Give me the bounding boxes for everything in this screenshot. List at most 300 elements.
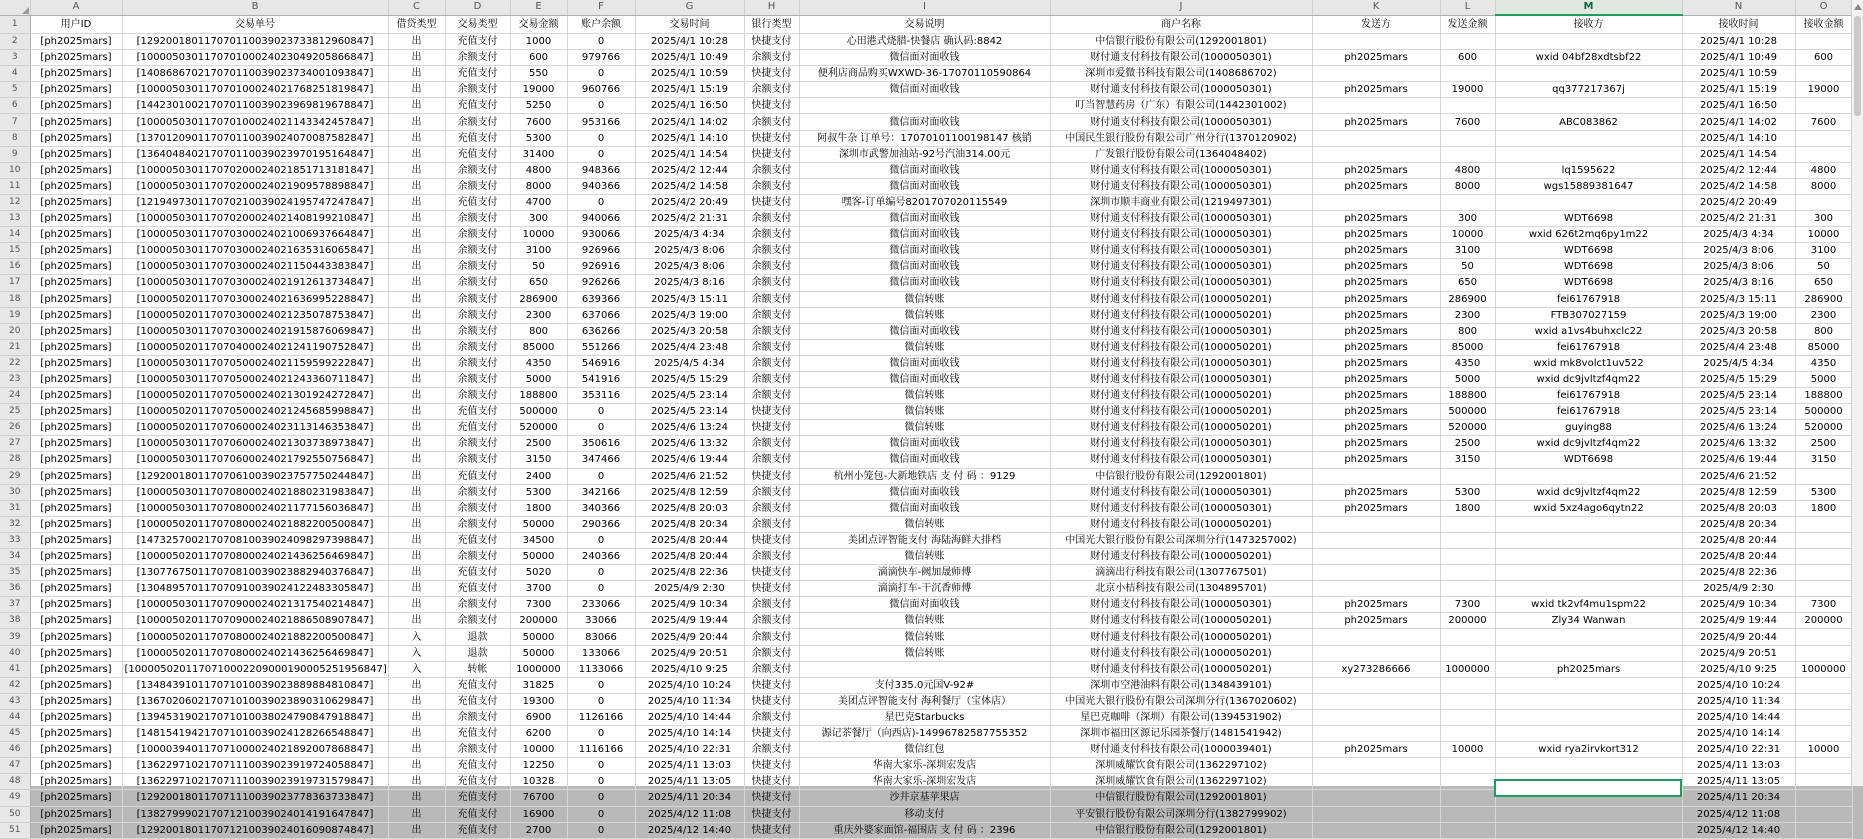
- row-header-44[interactable]: 44: [0, 709, 30, 725]
- cell-B9[interactable]: [136404840217070110039023970195164847]: [122, 146, 388, 162]
- cell-I5[interactable]: 微信面对面收钱: [799, 82, 1050, 98]
- cell-A9[interactable]: [ph2025mars]: [30, 146, 122, 162]
- cell-K20[interactable]: ph2025mars: [1312, 323, 1440, 339]
- cell-H49[interactable]: 快捷支付: [744, 790, 799, 806]
- cell-G13[interactable]: 2025/4/2 21:31: [635, 211, 744, 227]
- cell-L15[interactable]: 3100: [1440, 243, 1495, 259]
- cell-O33[interactable]: [1795, 532, 1852, 548]
- cell-L47[interactable]: [1440, 758, 1495, 774]
- row-header-18[interactable]: 18: [0, 291, 30, 307]
- cell-H27[interactable]: 余额支付: [744, 436, 799, 452]
- cell-I27[interactable]: 微信面对面收钱: [799, 436, 1050, 452]
- cell-A1[interactable]: 用户ID: [30, 15, 122, 34]
- cell-H16[interactable]: 余额支付: [744, 259, 799, 275]
- cell-D6[interactable]: 充值支付: [445, 98, 510, 114]
- cell-A50[interactable]: [ph2025mars]: [30, 806, 122, 822]
- cell-C2[interactable]: 出: [388, 34, 445, 50]
- cell-E24[interactable]: 188800: [510, 388, 567, 404]
- cell-O45[interactable]: [1795, 726, 1852, 742]
- cell-D47[interactable]: 充值支付: [445, 758, 510, 774]
- cell-J14[interactable]: 财付通支付科技有限公司(1000050301): [1050, 227, 1312, 243]
- row-header-20[interactable]: 20: [0, 323, 30, 339]
- cell-A43[interactable]: [ph2025mars]: [30, 693, 122, 709]
- cell-J3[interactable]: 财付通支付科技有限公司(1000050301): [1050, 50, 1312, 66]
- cell-E16[interactable]: 50: [510, 259, 567, 275]
- cell-C42[interactable]: 出: [388, 677, 445, 693]
- cell-K11[interactable]: ph2025mars: [1312, 178, 1440, 194]
- cell-O7[interactable]: 7600: [1795, 114, 1852, 130]
- cell-G1[interactable]: 交易时间: [635, 15, 744, 34]
- cell-F51[interactable]: 0: [567, 822, 635, 838]
- cell-I19[interactable]: 微信转账: [799, 307, 1050, 323]
- row-header-50[interactable]: 50: [0, 806, 30, 822]
- cell-A48[interactable]: [ph2025mars]: [30, 774, 122, 790]
- cell-I49[interactable]: 沙井京基苹果店: [799, 790, 1050, 806]
- cell-L31[interactable]: 1800: [1440, 500, 1495, 516]
- cell-E29[interactable]: 2400: [510, 468, 567, 484]
- cell-L43[interactable]: [1440, 693, 1495, 709]
- cell-C18[interactable]: 出: [388, 291, 445, 307]
- cell-F37[interactable]: 233066: [567, 597, 635, 613]
- cell-D22[interactable]: 余额支付: [445, 355, 510, 371]
- row-header-40[interactable]: 40: [0, 645, 30, 661]
- cell-O29[interactable]: [1795, 468, 1852, 484]
- cell-H37[interactable]: 余额支付: [744, 597, 799, 613]
- cell-M8[interactable]: [1495, 130, 1682, 146]
- cell-K21[interactable]: ph2025mars: [1312, 339, 1440, 355]
- row-header-37[interactable]: 37: [0, 597, 30, 613]
- cell-J17[interactable]: 财付通支付科技有限公司(1000050301): [1050, 275, 1312, 291]
- cell-F29[interactable]: 0: [567, 468, 635, 484]
- cell-K2[interactable]: [1312, 34, 1440, 50]
- cell-O19[interactable]: 2300: [1795, 307, 1852, 323]
- cell-C14[interactable]: 出: [388, 227, 445, 243]
- cell-N11[interactable]: 2025/4/2 14:58: [1682, 178, 1795, 194]
- cell-N34[interactable]: 2025/4/8 20:44: [1682, 549, 1795, 565]
- cell-C34[interactable]: 出: [388, 549, 445, 565]
- cell-E12[interactable]: 4700: [510, 194, 567, 210]
- cell-N15[interactable]: 2025/4/3 8:06: [1682, 243, 1795, 259]
- cell-G37[interactable]: 2025/4/9 10:34: [635, 597, 744, 613]
- cell-G23[interactable]: 2025/4/5 15:29: [635, 371, 744, 387]
- cell-A34[interactable]: [ph2025mars]: [30, 549, 122, 565]
- cell-E14[interactable]: 10000: [510, 227, 567, 243]
- cell-N27[interactable]: 2025/4/6 13:32: [1682, 436, 1795, 452]
- cell-K36[interactable]: [1312, 581, 1440, 597]
- cell-M28[interactable]: WDT6698: [1495, 452, 1682, 468]
- cell-J36[interactable]: 北京小桔科技有限公司(1304895701): [1050, 581, 1312, 597]
- cell-O1[interactable]: 接收金额: [1795, 15, 1852, 34]
- cell-K16[interactable]: ph2025mars: [1312, 259, 1440, 275]
- cell-C17[interactable]: 出: [388, 275, 445, 291]
- cell-J37[interactable]: 财付通支付科技有限公司(1000050301): [1050, 597, 1312, 613]
- column-header-M[interactable]: M: [1495, 0, 1682, 15]
- cell-K24[interactable]: ph2025mars: [1312, 388, 1440, 404]
- cell-M14[interactable]: wxid 626t2mq6py1m22: [1495, 227, 1682, 243]
- cell-A23[interactable]: [ph2025mars]: [30, 371, 122, 387]
- cell-C33[interactable]: 出: [388, 532, 445, 548]
- cell-H17[interactable]: 余额支付: [744, 275, 799, 291]
- cell-D28[interactable]: 余额支付: [445, 452, 510, 468]
- cell-N18[interactable]: 2025/4/3 15:11: [1682, 291, 1795, 307]
- cell-I32[interactable]: 微信转账: [799, 516, 1050, 532]
- cell-I9[interactable]: 深圳市武警加油站-92号汽油314.00元: [799, 146, 1050, 162]
- cell-O34[interactable]: [1795, 549, 1852, 565]
- cell-H36[interactable]: 快捷支付: [744, 581, 799, 597]
- cell-K15[interactable]: ph2025mars: [1312, 243, 1440, 259]
- cell-H24[interactable]: 余额支付: [744, 388, 799, 404]
- cell-C32[interactable]: 出: [388, 516, 445, 532]
- cell-C44[interactable]: 出: [388, 709, 445, 725]
- cell-A19[interactable]: [ph2025mars]: [30, 307, 122, 323]
- cell-K4[interactable]: [1312, 66, 1440, 82]
- cell-L42[interactable]: [1440, 677, 1495, 693]
- cell-I51[interactable]: 重庆外婆家面馆-福围店 支 付 码 ：2396: [799, 822, 1050, 838]
- cell-G51[interactable]: 2025/4/12 14:40: [635, 822, 744, 838]
- cell-B8[interactable]: [137012090117070110039024070087582847]: [122, 130, 388, 146]
- cell-C41[interactable]: 入: [388, 661, 445, 677]
- cell-H45[interactable]: 快捷支付: [744, 726, 799, 742]
- cell-H26[interactable]: 快捷支付: [744, 420, 799, 436]
- cell-N40[interactable]: 2025/4/9 20:51: [1682, 645, 1795, 661]
- cell-C30[interactable]: 出: [388, 484, 445, 500]
- cell-J21[interactable]: 财付通支付科技有限公司(1000050201): [1050, 339, 1312, 355]
- cell-A41[interactable]: [ph2025mars]: [30, 661, 122, 677]
- cell-L12[interactable]: [1440, 194, 1495, 210]
- cell-H20[interactable]: 余额支付: [744, 323, 799, 339]
- cell-G5[interactable]: 2025/4/1 15:19: [635, 82, 744, 98]
- cell-M1[interactable]: 接收方: [1495, 15, 1682, 34]
- cell-F27[interactable]: 350616: [567, 436, 635, 452]
- cell-M26[interactable]: guying88: [1495, 420, 1682, 436]
- cell-J16[interactable]: 财付通支付科技有限公司(1000050301): [1050, 259, 1312, 275]
- cell-I38[interactable]: 微信转账: [799, 613, 1050, 629]
- cell-I6[interactable]: [799, 98, 1050, 114]
- row-header-31[interactable]: 31: [0, 500, 30, 516]
- cell-K30[interactable]: ph2025mars: [1312, 484, 1440, 500]
- cell-J49[interactable]: 中信银行股份有限公司(1292001801): [1050, 790, 1312, 806]
- cell-D1[interactable]: 交易类型: [445, 15, 510, 34]
- cell-L3[interactable]: 600: [1440, 50, 1495, 66]
- cell-J28[interactable]: 财付通支付科技有限公司(1000050301): [1050, 452, 1312, 468]
- cell-G44[interactable]: 2025/4/10 14:44: [635, 709, 744, 725]
- cell-H38[interactable]: 余额支付: [744, 613, 799, 629]
- cell-G25[interactable]: 2025/4/5 23:14: [635, 404, 744, 420]
- cell-J8[interactable]: 中国民生银行股份有限公司广州分行(1370120902): [1050, 130, 1312, 146]
- cell-A20[interactable]: [ph2025mars]: [30, 323, 122, 339]
- cell-N47[interactable]: 2025/4/11 13:03: [1682, 758, 1795, 774]
- cell-M32[interactable]: [1495, 516, 1682, 532]
- cell-M6[interactable]: [1495, 98, 1682, 114]
- cell-B20[interactable]: [100005030117070300024021915876069847]: [122, 323, 388, 339]
- select-all-button[interactable]: [0, 0, 30, 15]
- cell-E20[interactable]: 800: [510, 323, 567, 339]
- cell-B23[interactable]: [100005030117070500024021243360711847]: [122, 371, 388, 387]
- cell-J10[interactable]: 财付通支付科技有限公司(1000050301): [1050, 162, 1312, 178]
- cell-N26[interactable]: 2025/4/6 13:24: [1682, 420, 1795, 436]
- row-header-15[interactable]: 15: [0, 243, 30, 259]
- cell-B48[interactable]: [136229710217071110039023919731579847]: [122, 774, 388, 790]
- cell-C19[interactable]: 出: [388, 307, 445, 323]
- cell-F17[interactable]: 926266: [567, 275, 635, 291]
- cell-J33[interactable]: 中国光大银行股份有限公司深圳分行(1473257002): [1050, 532, 1312, 548]
- cell-G19[interactable]: 2025/4/3 19:00: [635, 307, 744, 323]
- cell-N23[interactable]: 2025/4/5 15:29: [1682, 371, 1795, 387]
- cell-D10[interactable]: 余额支付: [445, 162, 510, 178]
- row-header-9[interactable]: 9: [0, 146, 30, 162]
- cell-N20[interactable]: 2025/4/3 20:58: [1682, 323, 1795, 339]
- cell-G39[interactable]: 2025/4/9 20:44: [635, 629, 744, 645]
- cell-C5[interactable]: 出: [388, 82, 445, 98]
- cell-K3[interactable]: ph2025mars: [1312, 50, 1440, 66]
- cell-N16[interactable]: 2025/4/3 8:06: [1682, 259, 1795, 275]
- cell-G49[interactable]: 2025/4/11 20:34: [635, 790, 744, 806]
- cell-A42[interactable]: [ph2025mars]: [30, 677, 122, 693]
- cell-E3[interactable]: 600: [510, 50, 567, 66]
- cell-C36[interactable]: 出: [388, 581, 445, 597]
- cell-K13[interactable]: ph2025mars: [1312, 211, 1440, 227]
- cell-O35[interactable]: [1795, 565, 1852, 581]
- cell-L34[interactable]: [1440, 549, 1495, 565]
- cell-D42[interactable]: 充值支付: [445, 677, 510, 693]
- cell-H14[interactable]: 余额支付: [744, 227, 799, 243]
- cell-J6[interactable]: 叮当智慧药房（广东）有限公司(1442301002): [1050, 98, 1312, 114]
- cell-D2[interactable]: 充值支付: [445, 34, 510, 50]
- cell-H51[interactable]: 快捷支付: [744, 822, 799, 838]
- cell-M30[interactable]: wxid dc9jvltzf4qm22: [1495, 484, 1682, 500]
- cell-F28[interactable]: 347466: [567, 452, 635, 468]
- cell-F41[interactable]: 1133066: [567, 661, 635, 677]
- cell-E17[interactable]: 650: [510, 275, 567, 291]
- cell-B2[interactable]: [129200180117070110039023733812960847]: [122, 34, 388, 50]
- cell-N3[interactable]: 2025/4/1 10:49: [1682, 50, 1795, 66]
- cell-L13[interactable]: 300: [1440, 211, 1495, 227]
- cell-B5[interactable]: [100005030117070100024021768251819847]: [122, 82, 388, 98]
- cell-L38[interactable]: 200000: [1440, 613, 1495, 629]
- cell-M15[interactable]: WDT6698: [1495, 243, 1682, 259]
- cell-E7[interactable]: 7600: [510, 114, 567, 130]
- cell-H18[interactable]: 余额支付: [744, 291, 799, 307]
- cell-I15[interactable]: 微信面对面收钱: [799, 243, 1050, 259]
- cell-B14[interactable]: [100005030117070300024021006937664847]: [122, 227, 388, 243]
- cell-F7[interactable]: 953166: [567, 114, 635, 130]
- cell-A3[interactable]: [ph2025mars]: [30, 50, 122, 66]
- cell-G24[interactable]: 2025/4/5 23:14: [635, 388, 744, 404]
- cell-E28[interactable]: 3150: [510, 452, 567, 468]
- cell-J47[interactable]: 深圳威耀饮食有限公司(1362297102): [1050, 758, 1312, 774]
- cell-N37[interactable]: 2025/4/9 10:34: [1682, 597, 1795, 613]
- cell-O17[interactable]: 650: [1795, 275, 1852, 291]
- cell-C40[interactable]: 入: [388, 645, 445, 661]
- cell-D14[interactable]: 余额支付: [445, 227, 510, 243]
- cell-A46[interactable]: [ph2025mars]: [30, 742, 122, 758]
- cell-J4[interactable]: 深圳市爱微书科技有限公司(1408686702): [1050, 66, 1312, 82]
- cell-O12[interactable]: [1795, 194, 1852, 210]
- cell-E49[interactable]: 76700: [510, 790, 567, 806]
- column-header-G[interactable]: G: [635, 0, 744, 15]
- cell-K7[interactable]: ph2025mars: [1312, 114, 1440, 130]
- cell-M16[interactable]: WDT6698: [1495, 259, 1682, 275]
- cell-C20[interactable]: 出: [388, 323, 445, 339]
- cell-B19[interactable]: [100005020117070300024021235078753847]: [122, 307, 388, 323]
- cell-I26[interactable]: 微信转账: [799, 420, 1050, 436]
- cell-J43[interactable]: 中国光大银行股份有限公司深圳分行(1367020602): [1050, 693, 1312, 709]
- cell-K27[interactable]: ph2025mars: [1312, 436, 1440, 452]
- cell-K51[interactable]: [1312, 822, 1440, 838]
- cell-I20[interactable]: 微信面对面收钱: [799, 323, 1050, 339]
- row-header-26[interactable]: 26: [0, 420, 30, 436]
- cell-F18[interactable]: 639366: [567, 291, 635, 307]
- cell-D45[interactable]: 充值支付: [445, 726, 510, 742]
- cell-D19[interactable]: 余额支付: [445, 307, 510, 323]
- cell-B51[interactable]: [129200180117071210039024016090874847]: [122, 822, 388, 838]
- cell-G33[interactable]: 2025/4/8 20:44: [635, 532, 744, 548]
- cell-M39[interactable]: [1495, 629, 1682, 645]
- cell-I44[interactable]: 星巴克Starbucks: [799, 709, 1050, 725]
- cell-M29[interactable]: [1495, 468, 1682, 484]
- cell-H31[interactable]: 余额支付: [744, 500, 799, 516]
- cell-D27[interactable]: 余额支付: [445, 436, 510, 452]
- cell-A38[interactable]: [ph2025mars]: [30, 613, 122, 629]
- cell-B39[interactable]: [100005020117070800024021882200500847]: [122, 629, 388, 645]
- row-header-2[interactable]: 2: [0, 34, 30, 50]
- cell-F44[interactable]: 1126166: [567, 709, 635, 725]
- cell-O20[interactable]: 800: [1795, 323, 1852, 339]
- cell-C15[interactable]: 出: [388, 243, 445, 259]
- row-header-46[interactable]: 46: [0, 742, 30, 758]
- cell-J35[interactable]: 滴滴出行科技有限公司(1307767501): [1050, 565, 1312, 581]
- cell-D32[interactable]: 余额支付: [445, 516, 510, 532]
- cell-H21[interactable]: 余额支付: [744, 339, 799, 355]
- cell-G47[interactable]: 2025/4/11 13:03: [635, 758, 744, 774]
- cell-E2[interactable]: 1000: [510, 34, 567, 50]
- cell-N13[interactable]: 2025/4/2 21:31: [1682, 211, 1795, 227]
- cell-O30[interactable]: 5300: [1795, 484, 1852, 500]
- cell-E40[interactable]: 50000: [510, 645, 567, 661]
- cell-B15[interactable]: [100005030117070300024021635316065847]: [122, 243, 388, 259]
- cell-F4[interactable]: 0: [567, 66, 635, 82]
- cell-I18[interactable]: 微信转账: [799, 291, 1050, 307]
- cell-F26[interactable]: 0: [567, 420, 635, 436]
- cell-F49[interactable]: 0: [567, 790, 635, 806]
- cell-K28[interactable]: ph2025mars: [1312, 452, 1440, 468]
- cell-F22[interactable]: 546916: [567, 355, 635, 371]
- cell-L32[interactable]: [1440, 516, 1495, 532]
- cell-I33[interactable]: 美团点评智能支付 海陆海鲜大排档: [799, 532, 1050, 548]
- cell-K35[interactable]: [1312, 565, 1440, 581]
- cell-H47[interactable]: 快捷支付: [744, 758, 799, 774]
- cell-O32[interactable]: [1795, 516, 1852, 532]
- cell-M43[interactable]: [1495, 693, 1682, 709]
- cell-L14[interactable]: 10000: [1440, 227, 1495, 243]
- cell-M21[interactable]: fei61767918: [1495, 339, 1682, 355]
- cell-B40[interactable]: [100005020117070800024021436256469847]: [122, 645, 388, 661]
- cell-H10[interactable]: 余额支付: [744, 162, 799, 178]
- cell-O22[interactable]: 4350: [1795, 355, 1852, 371]
- cell-O47[interactable]: [1795, 758, 1852, 774]
- cell-H39[interactable]: 余额支付: [744, 629, 799, 645]
- cell-E18[interactable]: 286900: [510, 291, 567, 307]
- cell-H42[interactable]: 快捷支付: [744, 677, 799, 693]
- cell-D38[interactable]: 余额支付: [445, 613, 510, 629]
- cell-O5[interactable]: 19000: [1795, 82, 1852, 98]
- cell-J19[interactable]: 财付通支付科技有限公司(1000050201): [1050, 307, 1312, 323]
- cell-B47[interactable]: [136229710217071110039023919724058847]: [122, 758, 388, 774]
- cell-D25[interactable]: 充值支付: [445, 404, 510, 420]
- cell-I17[interactable]: 微信面对面收钱: [799, 275, 1050, 291]
- cell-E46[interactable]: 10000: [510, 742, 567, 758]
- cell-N33[interactable]: 2025/4/8 20:44: [1682, 532, 1795, 548]
- cell-G43[interactable]: 2025/4/10 11:34: [635, 693, 744, 709]
- cell-H34[interactable]: 余额支付: [744, 549, 799, 565]
- cell-L18[interactable]: 286900: [1440, 291, 1495, 307]
- cell-E50[interactable]: 16900: [510, 806, 567, 822]
- cell-M23[interactable]: wxid dc9jvltzf4qm22: [1495, 371, 1682, 387]
- cell-M5[interactable]: qq377217367j: [1495, 82, 1682, 98]
- cell-F19[interactable]: 637066: [567, 307, 635, 323]
- cell-G48[interactable]: 2025/4/11 13:05: [635, 774, 744, 790]
- cell-J30[interactable]: 财付通支付科技有限公司(1000050301): [1050, 484, 1312, 500]
- cell-A6[interactable]: [ph2025mars]: [30, 98, 122, 114]
- row-header-7[interactable]: 7: [0, 114, 30, 130]
- cell-F23[interactable]: 541916: [567, 371, 635, 387]
- cell-G6[interactable]: 2025/4/1 16:50: [635, 98, 744, 114]
- cell-A33[interactable]: [ph2025mars]: [30, 532, 122, 548]
- cell-N19[interactable]: 2025/4/3 19:00: [1682, 307, 1795, 323]
- cell-A39[interactable]: [ph2025mars]: [30, 629, 122, 645]
- cell-L36[interactable]: [1440, 581, 1495, 597]
- cell-J26[interactable]: 财付通支付科技有限公司(1000050201): [1050, 420, 1312, 436]
- cell-G46[interactable]: 2025/4/10 22:31: [635, 742, 744, 758]
- row-header-38[interactable]: 38: [0, 613, 30, 629]
- cell-F47[interactable]: 0: [567, 758, 635, 774]
- row-header-22[interactable]: 22: [0, 355, 30, 371]
- cell-K19[interactable]: ph2025mars: [1312, 307, 1440, 323]
- cell-F8[interactable]: 0: [567, 130, 635, 146]
- cell-I7[interactable]: 微信面对面收钱: [799, 114, 1050, 130]
- cell-D41[interactable]: 转帐: [445, 661, 510, 677]
- cell-H7[interactable]: 余额支付: [744, 114, 799, 130]
- cell-E27[interactable]: 2500: [510, 436, 567, 452]
- cell-J39[interactable]: 财付通支付科技有限公司(1000050201): [1050, 629, 1312, 645]
- cell-L49[interactable]: [1440, 790, 1495, 806]
- cell-F10[interactable]: 948366: [567, 162, 635, 178]
- cell-D51[interactable]: 充值支付: [445, 822, 510, 838]
- cell-B16[interactable]: [100005030117070300024021150443383847]: [122, 259, 388, 275]
- cell-K40[interactable]: [1312, 645, 1440, 661]
- cell-H22[interactable]: 余额支付: [744, 355, 799, 371]
- cell-M40[interactable]: [1495, 645, 1682, 661]
- cell-N10[interactable]: 2025/4/2 12:44: [1682, 162, 1795, 178]
- cell-O40[interactable]: [1795, 645, 1852, 661]
- cell-G4[interactable]: 2025/4/1 10:59: [635, 66, 744, 82]
- cell-F11[interactable]: 940366: [567, 178, 635, 194]
- cell-D23[interactable]: 余额支付: [445, 371, 510, 387]
- cell-A14[interactable]: [ph2025mars]: [30, 227, 122, 243]
- cell-M9[interactable]: [1495, 146, 1682, 162]
- row-header-13[interactable]: 13: [0, 211, 30, 227]
- row-header-25[interactable]: 25: [0, 404, 30, 420]
- cell-K44[interactable]: [1312, 709, 1440, 725]
- cell-L11[interactable]: 8000: [1440, 178, 1495, 194]
- cell-G29[interactable]: 2025/4/6 21:52: [635, 468, 744, 484]
- cell-I37[interactable]: 微信面对面收钱: [799, 597, 1050, 613]
- cell-G20[interactable]: 2025/4/3 20:58: [635, 323, 744, 339]
- cell-O48[interactable]: [1795, 774, 1852, 790]
- cell-F48[interactable]: 0: [567, 774, 635, 790]
- cell-I23[interactable]: 微信面对面收钱: [799, 371, 1050, 387]
- cell-O23[interactable]: 5000: [1795, 371, 1852, 387]
